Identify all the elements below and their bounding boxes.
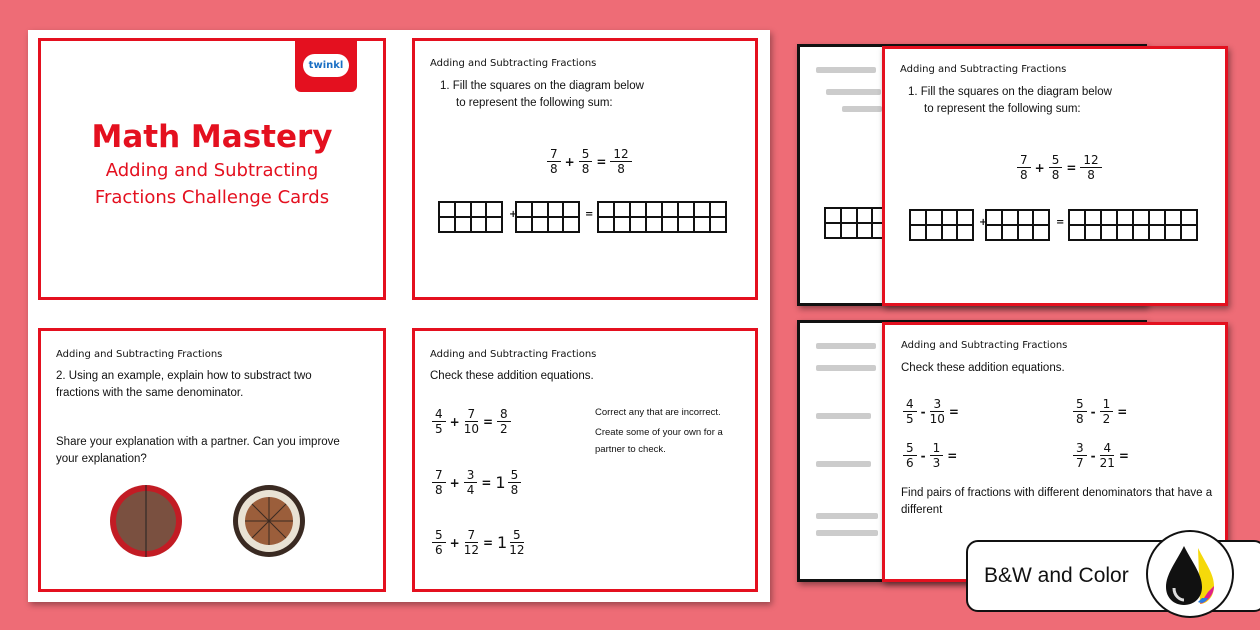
grid-cell	[1149, 225, 1165, 240]
equation-symbol: =	[482, 535, 494, 550]
numerator: 5	[903, 441, 917, 456]
grid-cell	[1149, 210, 1165, 225]
grid-cell	[1085, 210, 1101, 225]
grid-cell	[926, 225, 942, 240]
grid-cell	[1069, 225, 1085, 240]
numerator: 5	[1049, 153, 1063, 168]
denominator: 7	[1076, 456, 1084, 470]
fraction	[903, 397, 917, 426]
numerator: 3	[930, 397, 944, 412]
grid-cell[interactable]	[439, 217, 455, 232]
denominator: 8	[581, 162, 590, 176]
grid-cell	[986, 210, 1002, 225]
denominator: 12	[509, 543, 525, 557]
numerator: 4	[903, 397, 917, 412]
fraction	[1017, 153, 1031, 182]
cake-images	[106, 481, 326, 561]
fraction	[1073, 397, 1087, 426]
grid-cell	[1117, 225, 1133, 240]
equation-4	[1071, 441, 1131, 470]
equation-3	[1071, 397, 1129, 426]
fraction	[432, 528, 446, 557]
denominator: 10	[929, 412, 945, 426]
denominator: 8	[617, 162, 625, 176]
check-title: Check these addition equations.	[430, 370, 594, 382]
fraction	[610, 147, 631, 176]
fraction	[432, 407, 446, 436]
grid-cell[interactable]	[563, 217, 579, 232]
grid-cell[interactable]	[694, 202, 710, 217]
grid-cell[interactable]	[532, 202, 548, 217]
grid-cell	[841, 223, 857, 238]
grid-cell	[1133, 210, 1149, 225]
equals-sign: =	[585, 209, 594, 220]
denominator: 8	[550, 162, 558, 176]
grid-cell	[1101, 225, 1117, 240]
grid-cell	[1165, 225, 1181, 240]
equation-3	[430, 528, 527, 557]
denominator: 5	[906, 412, 914, 426]
twinkl-logo: twinkl	[295, 38, 357, 92]
numerator: 7	[1017, 153, 1031, 168]
numerator: 12	[1080, 153, 1101, 168]
equation-placeholder	[816, 461, 871, 467]
grid-cell[interactable]	[455, 202, 471, 217]
grid-cell	[1181, 225, 1197, 240]
grid-cell[interactable]	[516, 202, 532, 217]
numerator: 7	[432, 468, 446, 483]
denominator: 8	[1087, 168, 1095, 182]
equation-symbol: =	[1117, 404, 1128, 419]
equation-symbol: -	[1090, 404, 1096, 419]
grid-cell[interactable]	[471, 217, 487, 232]
diagram-grid-3	[1068, 209, 1198, 241]
equation-q1	[545, 147, 634, 176]
bw-and-color-badge: B&W and Color	[966, 540, 1260, 612]
text-placeholder	[816, 365, 876, 371]
color-card-subtract: Adding and Subtracting Fractions Check these addition equations. $\frac{4}{5}$ - $\frac{3}{10}$ = $\frac{5}{6}$ - $\frac{1}{3}$ = $\frac{5}{8}$ - $\frac{1}{2}$ = $\frac{3}{7}$ - $\frac{4}{21}$ = Find pairs of fractions with different denominators that have a different	[882, 322, 1228, 582]
denominator: 4	[466, 483, 475, 497]
diagram-grid-1[interactable]	[438, 201, 503, 233]
numerator: 4	[1100, 441, 1114, 456]
denominator: 3	[932, 456, 941, 470]
grid-cell	[1018, 210, 1034, 225]
grid-cell[interactable]	[646, 217, 662, 232]
question-2-card	[38, 328, 386, 592]
denominator: 8	[435, 483, 443, 497]
cake-icon	[110, 485, 182, 557]
text-placeholder	[816, 530, 878, 536]
equation-symbol: +	[449, 535, 460, 550]
grid-cell	[1181, 210, 1197, 225]
equation-placeholder	[816, 413, 871, 419]
grid-cell	[926, 210, 942, 225]
grid-cell	[1165, 210, 1181, 225]
diagram-grid	[824, 207, 889, 239]
grid-cell	[1018, 225, 1034, 240]
denominator: 2	[500, 422, 508, 436]
grid-cell[interactable]	[662, 217, 678, 232]
grid-cell	[857, 208, 873, 223]
grid-cell[interactable]	[710, 202, 726, 217]
fraction	[547, 147, 561, 176]
numerator: 4	[432, 407, 446, 422]
denominator: 10	[463, 422, 479, 436]
grid-cell	[942, 210, 958, 225]
fraction	[464, 468, 478, 497]
grid-cell	[1133, 225, 1149, 240]
equation-1	[430, 407, 513, 436]
grid-cell	[857, 223, 873, 238]
grid-cell[interactable]	[486, 202, 502, 217]
fraction	[1100, 397, 1114, 426]
denominator: 6	[435, 543, 443, 557]
numerator: 12	[610, 147, 631, 162]
text-placeholder	[842, 106, 882, 112]
equation-symbol: =	[947, 448, 958, 463]
grid-cell[interactable]	[486, 217, 502, 232]
grid-cell	[1117, 210, 1133, 225]
grid-cell	[825, 223, 841, 238]
equation-symbol: +	[1034, 160, 1045, 175]
grid-cell[interactable]	[630, 217, 646, 232]
fraction	[508, 468, 522, 497]
grid-cell	[1002, 210, 1018, 225]
grid-cell	[957, 210, 973, 225]
equation-symbol: =	[596, 154, 607, 169]
grid-cell[interactable]	[630, 202, 646, 217]
card-heading: Adding and Subtracting Fractions	[430, 349, 597, 360]
equation-symbol: +	[564, 154, 575, 169]
grid-cell[interactable]	[548, 217, 564, 232]
ink-drops-icon	[1146, 530, 1234, 618]
grid-cell[interactable]	[710, 217, 726, 232]
denominator: 5	[435, 422, 443, 436]
equation-symbol: -	[920, 448, 926, 463]
numerator: 7	[465, 528, 479, 543]
grid-cell	[957, 225, 973, 240]
grid-cell[interactable]	[598, 202, 614, 217]
grid-cell	[910, 225, 926, 240]
equation-symbol: =	[482, 414, 494, 429]
plus-sign: +	[509, 209, 518, 220]
fraction	[903, 441, 917, 470]
grid-cell[interactable]	[678, 217, 694, 232]
numerator: 5	[1073, 397, 1087, 412]
equation-q1	[1015, 153, 1104, 182]
question-1-card	[412, 38, 758, 300]
fraction	[1100, 441, 1115, 470]
fraction	[464, 407, 479, 436]
fraction	[1073, 441, 1087, 470]
denominator: 12	[463, 543, 479, 557]
numerator: 8	[497, 407, 511, 422]
equation-symbol: =	[948, 404, 959, 419]
numerator: 1	[930, 441, 944, 456]
card-heading: Adding and Subtracting Fractions	[56, 349, 223, 360]
grid-cell	[910, 210, 926, 225]
equation-2	[901, 441, 959, 470]
diagram-grid-2[interactable]	[515, 201, 580, 233]
equation-symbol: -	[920, 404, 926, 419]
denominator: 8	[1076, 412, 1084, 426]
color-card-q1: Adding and Subtracting Fractions 1. Fill the squares on the diagram below to represent the following sum: $\frac{7}{8}$ + $\frac{5}{8}$ = $\frac{12}{8}$ + =	[882, 46, 1228, 306]
grid-cell	[942, 225, 958, 240]
grid-cell[interactable]	[548, 202, 564, 217]
fraction	[432, 468, 446, 497]
heading-placeholder	[816, 67, 876, 73]
grid-cell[interactable]	[516, 217, 532, 232]
cover-subtitle: Adding and Subtracting Fractions Challenge Cards	[94, 160, 330, 208]
grid-cell[interactable]	[646, 202, 662, 217]
denominator: 6	[906, 456, 914, 470]
denominator: 21	[1099, 456, 1115, 470]
grid-cell[interactable]	[532, 217, 548, 232]
grid-cell	[986, 225, 1002, 240]
cover-card	[38, 38, 386, 300]
q2-text: 2. Using an example, explain how to substract two fractions with the same denominator.	[56, 370, 312, 399]
equation-symbol: =	[481, 475, 492, 490]
numerator: 5	[510, 528, 524, 543]
grid-cell[interactable]	[439, 202, 455, 217]
fraction	[1049, 153, 1063, 182]
grid-cell	[1033, 225, 1049, 240]
equation-symbol: =	[1066, 160, 1077, 175]
q1-text: 1. Fill the squares on the diagram below to represent the following sum:	[440, 80, 644, 109]
numerator: 7	[547, 147, 561, 162]
equation-symbol: +	[449, 475, 460, 490]
denominator: 8	[1020, 168, 1028, 182]
grid-cell	[1069, 210, 1085, 225]
numerator: 5	[508, 468, 522, 483]
grid-cell[interactable]	[662, 202, 678, 217]
q2-share-text: Share your explanation with a partner. Can you improve your explanation?	[56, 436, 340, 465]
cover-title: Math Mastery	[91, 119, 333, 155]
grid-cell[interactable]	[455, 217, 471, 232]
fraction	[930, 441, 944, 470]
equation-symbol: 1	[495, 473, 506, 492]
diagram-grid-3[interactable]	[597, 201, 727, 233]
numerator: 3	[464, 468, 478, 483]
equation-symbol: =	[1118, 448, 1129, 463]
numerator: 5	[432, 528, 446, 543]
grid-cell	[1085, 225, 1101, 240]
diagram-grid-2	[985, 209, 1050, 241]
fraction	[579, 147, 593, 176]
grid-cell	[1101, 210, 1117, 225]
equation-symbol: +	[449, 414, 460, 429]
text-placeholder	[826, 89, 881, 95]
fraction	[930, 397, 945, 426]
check-notes: Correct any that are incorrect. Create some of your own for a partner to check.	[595, 407, 723, 455]
grid-cell[interactable]	[598, 217, 614, 232]
check-equations-card	[412, 328, 758, 592]
fraction	[1080, 153, 1101, 182]
grid-cell	[841, 208, 857, 223]
grid-cell	[1033, 210, 1049, 225]
grid-cell	[825, 208, 841, 223]
equation-symbol: 1	[497, 533, 508, 552]
denominator: 8	[510, 483, 519, 497]
card-heading: Adding and Subtracting Fractions	[430, 58, 597, 69]
fraction	[497, 407, 511, 436]
grid-cell[interactable]	[678, 202, 694, 217]
equation-1	[901, 397, 961, 426]
text-placeholder	[816, 513, 878, 519]
denominator: 8	[1051, 168, 1060, 182]
heading-placeholder	[816, 343, 876, 349]
grid-cell[interactable]	[614, 202, 630, 217]
numerator: 1	[1100, 397, 1114, 412]
fraction	[509, 528, 524, 557]
numerator: 7	[465, 407, 479, 422]
grid-cell[interactable]	[614, 217, 630, 232]
fraction	[464, 528, 479, 557]
denominator: 2	[1102, 412, 1111, 426]
grid-cell[interactable]	[694, 217, 710, 232]
numerator: 3	[1073, 441, 1087, 456]
equation-symbol: -	[1090, 448, 1096, 463]
equation-2	[430, 468, 523, 497]
numerator: 5	[579, 147, 593, 162]
diagram-grid-1	[909, 209, 974, 241]
grid-cell[interactable]	[563, 202, 579, 217]
grid-cell	[1002, 225, 1018, 240]
pie-icon	[233, 485, 305, 557]
find-pairs-text: Find pairs of fractions with different denominators that have a different	[901, 487, 1213, 516]
grid-cell[interactable]	[471, 202, 487, 217]
